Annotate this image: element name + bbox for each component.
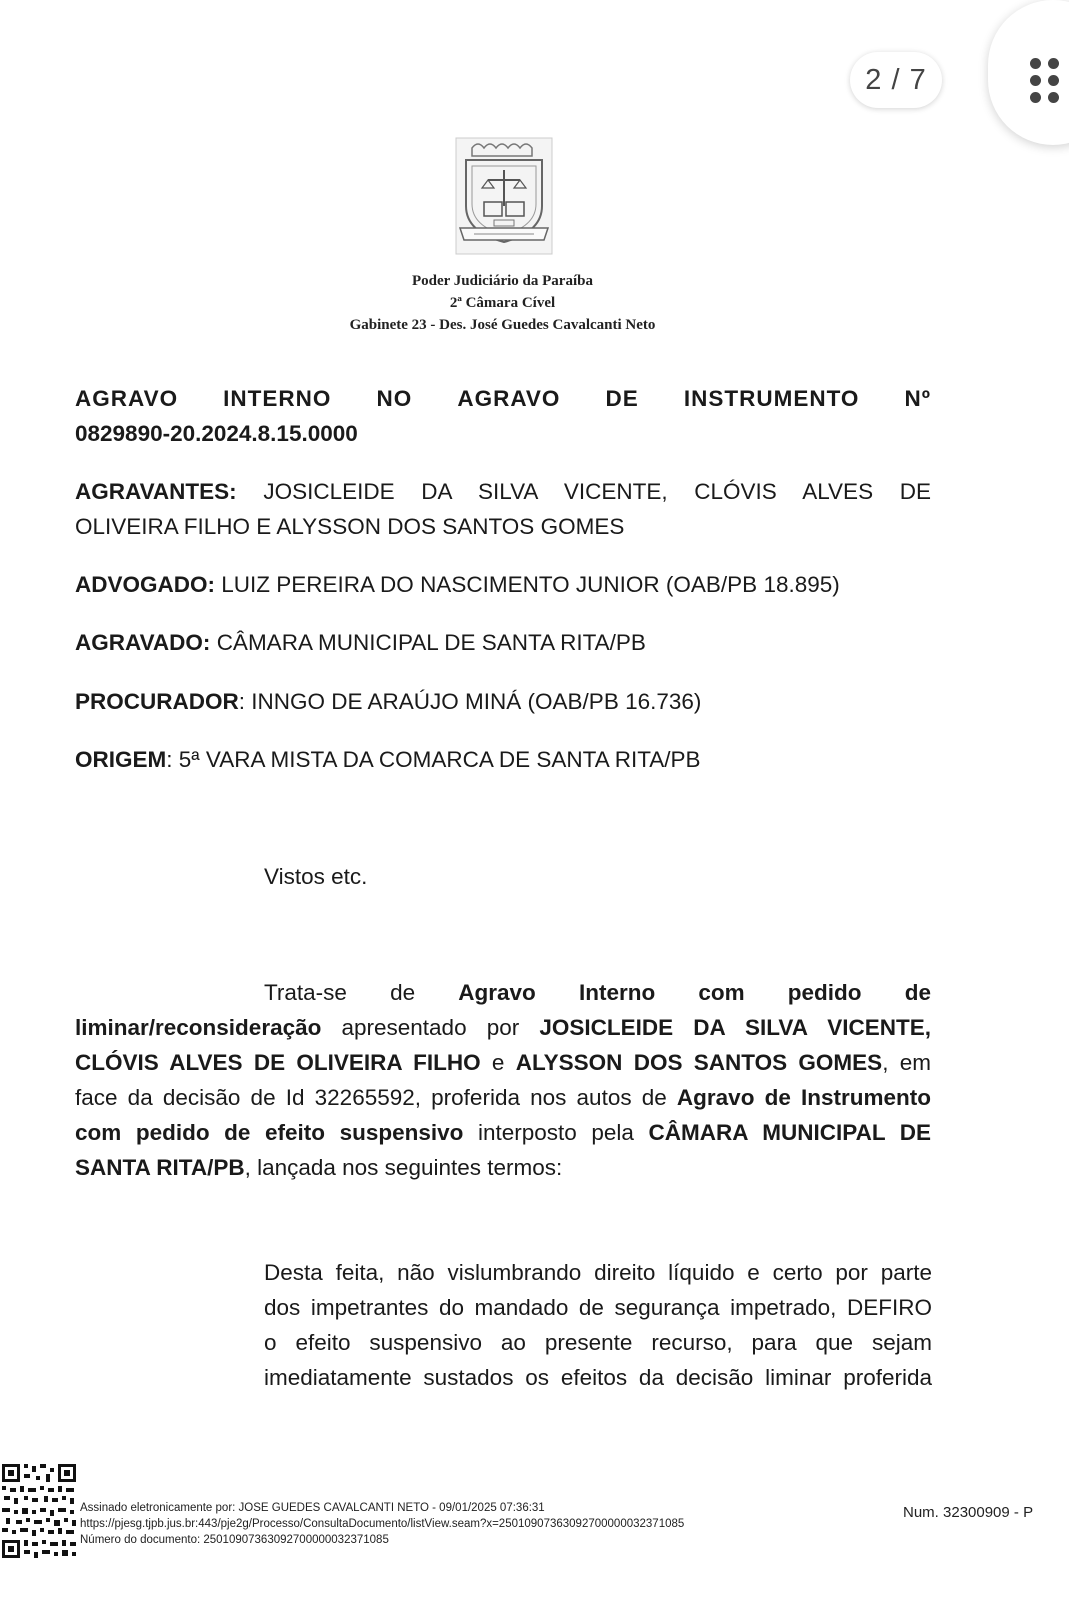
advogado-line xyxy=(75,567,931,602)
agravantes-label: AGRAVANTES: xyxy=(75,479,237,504)
court-header xyxy=(0,270,1005,336)
case-title xyxy=(75,381,931,451)
advogado-value: LUIZ PEREIRA DO NASCIMENTO JUNIOR (OAB/PB 18.895) xyxy=(221,572,840,597)
quote-line4: imediatamente sustados os efeitos da decisão liminar proferida xyxy=(264,1365,932,1390)
origem-label: ORIGEM xyxy=(75,747,167,772)
agravantes-line2: OLIVEIRA FILHO E ALYSSON DOS SANTOS GOMES xyxy=(75,514,625,539)
agravantes-block xyxy=(75,474,931,544)
qr-code-icon xyxy=(0,1462,78,1560)
advogado-label: ADVOGADO: xyxy=(75,572,215,597)
document-number: Número do documento: 25010907363092700000032371085 xyxy=(80,1534,389,1546)
chamber-name: 2ª Câmara Cível xyxy=(449,295,556,311)
document-url[interactable]: https://pjesg.tjpb.jus.br:443/pje2g/Processo/ConsultaDocumento/listView.seam?x=25010907363092700000032371085 xyxy=(80,1518,685,1530)
signed-by: Assinado eletronicamente por: JOSE GUEDES CAVALCANTI NETO - 09/01/2025 07:36:31 xyxy=(80,1502,545,1514)
paragraph-1-line6: SANTA RITA/PB, lançada nos seguintes termos: xyxy=(75,1155,563,1180)
agravado-value: CÂMARA MUNICIPAL DE SANTA RITA/PB xyxy=(216,630,646,655)
vistos-text: Vistos etc. xyxy=(264,864,368,889)
paragraph-1-line2: liminar/reconsideração apresentado por JOSICLEIDE DA SILVA VICENTE, xyxy=(75,1015,931,1040)
quote-line2: dos impetrantes do mandado de segurança impetrado, DEFIRO xyxy=(264,1295,932,1320)
paragraph-1-line4: face da decisão de Id 32265592, proferida nos autos de Agravo de Instrumento xyxy=(75,1085,932,1110)
quoted-decision xyxy=(264,1255,932,1395)
more-dots-icon[interactable] xyxy=(1030,58,1060,103)
procurador-line xyxy=(75,684,931,719)
paragraph-1-line5: com pedido de efeito suspensivo interposto pela CÂMARA MUNICIPAL DE xyxy=(75,1120,932,1145)
court-crest-icon xyxy=(454,136,554,256)
page-indicator-text: 2 / 7 xyxy=(865,63,927,96)
quote-line1: Desta feita, não vislumbrando direito líquido e certo por parte xyxy=(264,1260,932,1285)
quote-line3: o efeito suspensivo ao presente recurso, para que sejam xyxy=(264,1330,932,1355)
case-number: 0829890-20.2024.8.15.0000 xyxy=(75,421,358,446)
agravado-label: AGRAVADO: xyxy=(75,630,211,655)
case-title-line: AGRAVO INTERNO NO AGRAVO DE INSTRUMENTO Nº xyxy=(75,386,931,411)
procurador-label: PROCURADOR xyxy=(75,689,239,714)
document-num: Num. 32300909 - P xyxy=(903,1504,1034,1521)
court-name: Poder Judiciário da Paraíba xyxy=(412,273,593,289)
agravado-line xyxy=(75,625,931,660)
paragraph-1-line1: Trata-se de Agravo Interno com pedido de xyxy=(264,980,931,1005)
procurador-value: : INNGO DE ARAÚJO MINÁ (OAB/PB 16.736) xyxy=(238,689,702,714)
office-name: Gabinete 23 - Des. José Guedes Cavalcanti Neto xyxy=(349,317,656,333)
agravantes-line1: JOSICLEIDE DA SILVA VICENTE, CLÓVIS ALVES DE xyxy=(263,479,931,504)
paragraph-1 xyxy=(75,975,931,1185)
origem-line xyxy=(75,742,931,777)
paragraph-1-line3: CLÓVIS ALVES DE OLIVEIRA FILHO e ALYSSON DOS SANTOS GOMES, em xyxy=(75,1050,931,1075)
signature-footer xyxy=(80,1500,684,1548)
origem-value: : 5ª VARA MISTA DA COMARCA DE SANTA RITA/PB xyxy=(166,747,701,772)
page-indicator xyxy=(850,52,942,108)
